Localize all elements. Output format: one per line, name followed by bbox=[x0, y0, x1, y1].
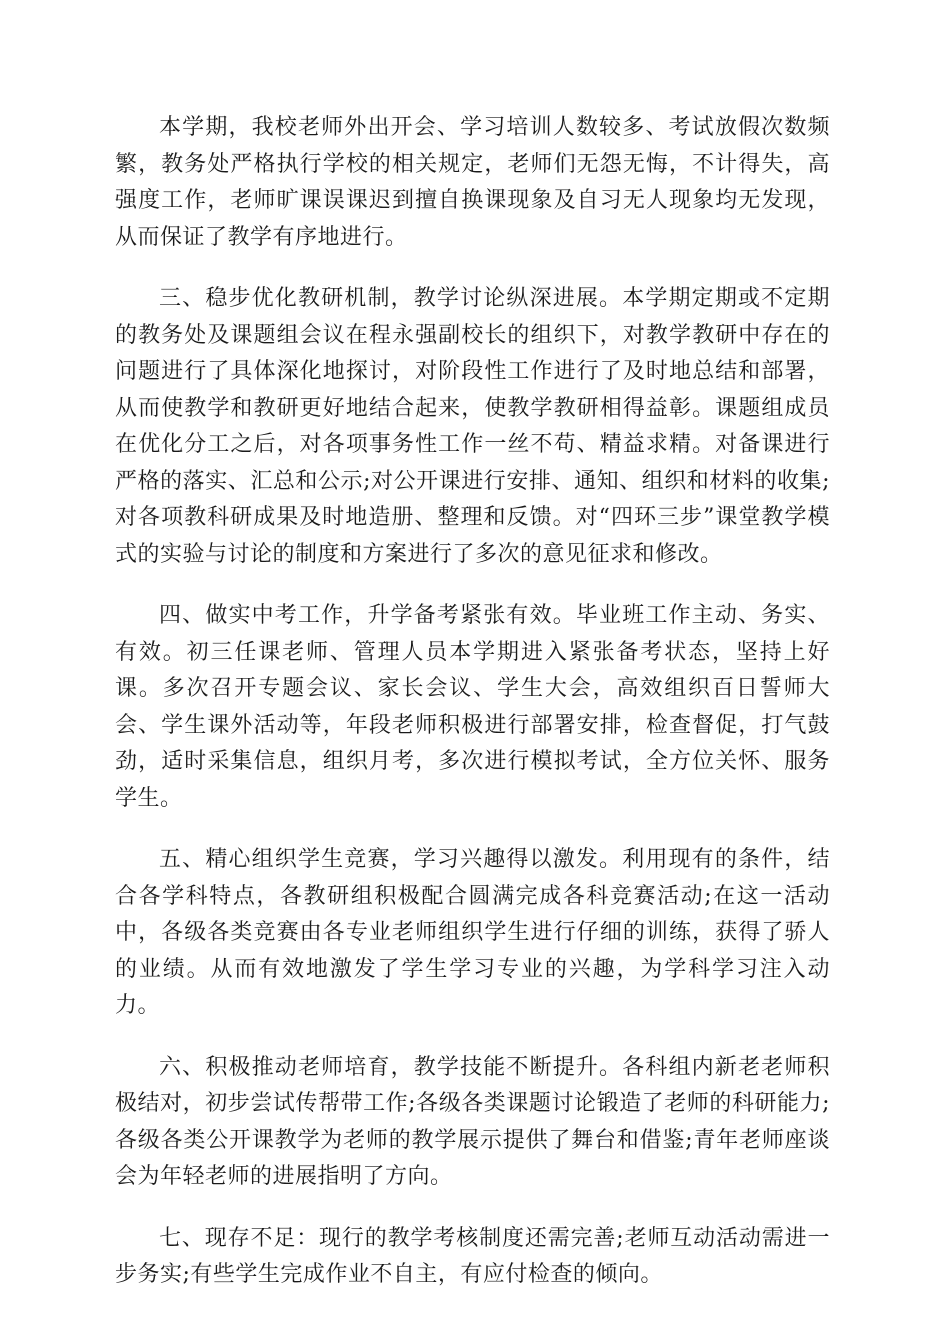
paragraph-intro: 本学期，我校老师外出开会、学习培训人数较多、考试放假次数频繁，教务处严格执行学校的相关规定，老师们无怨无悔，不计得失，高强度工作，老师旷课误课迟到擅自换课现象及自习无人现象均无发现，从而保证了教学有序地进行。 bbox=[115, 115, 830, 250]
paragraph-section-5: 五、精心组织学生竞赛，学习兴趣得以激发。利用现有的条件，结合各学科特点，各教研组积极配合圆满完成各科竞赛活动;在这一活动中，各级各类竞赛由各专业老师组织学生进行仔细的训练，获得了骄人的业绩。从而有效地激发了学生学习专业的兴趣，为学科学习注入动力。 bbox=[115, 847, 830, 1018]
paragraph-section-3: 三、稳步优化教研机制，教学讨论纵深进展。本学期定期或不定期的教务处及课题组会议在程永强副校长的组织下，对教学教研中存在的问题进行了具体深化地探讨，对阶段性工作进行了及时地总结和部署，从而使教学和教研更好地结合起来，使教学教研相得益彰。课题组成员在优化分工之后，对各项事务性工作一丝不苟、精益求精。对备课进行严格的落实、汇总和公示;对公开课进行安排、通知、组织和材料的收集;对各项教科研成果及时地造册、整理和反馈。对“四环三步”课堂教学模式的实验与讨论的制度和方案进行了多次的意见征求和修改。 bbox=[115, 286, 830, 567]
paragraph-section-6: 六、积极推动老师培育，教学技能不断提升。各科组内新老老师积极结对，初步尝试传帮带工作;各级各类课题讨论锻造了老师的科研能力;各级各类公开课教学为老师的教学展示提供了舞台和借鉴;青年老师座谈会为年轻老师的进展指明了方向。 bbox=[115, 1054, 830, 1189]
paragraph-section-4: 四、做实中考工作，升学备考紧张有效。毕业班工作主动、务实、有效。初三任课老师、管理人员本学期进入紧张备考状态，坚持上好课。多次召开专题会议、家长会议、学生大会，高效组织百日誓师大会、学生课外活动等，年段老师积极进行部署安排，检查督促，打气鼓劲，适时采集信息，组织月考，多次进行模拟考试，全方位关怀、服务学生。 bbox=[115, 603, 830, 811]
paragraph-section-7: 七、现存不足：现行的教学考核制度还需完善;老师互动活动需进一步务实;有些学生完成作业不自主，有应付检查的倾向。 bbox=[115, 1225, 830, 1287]
